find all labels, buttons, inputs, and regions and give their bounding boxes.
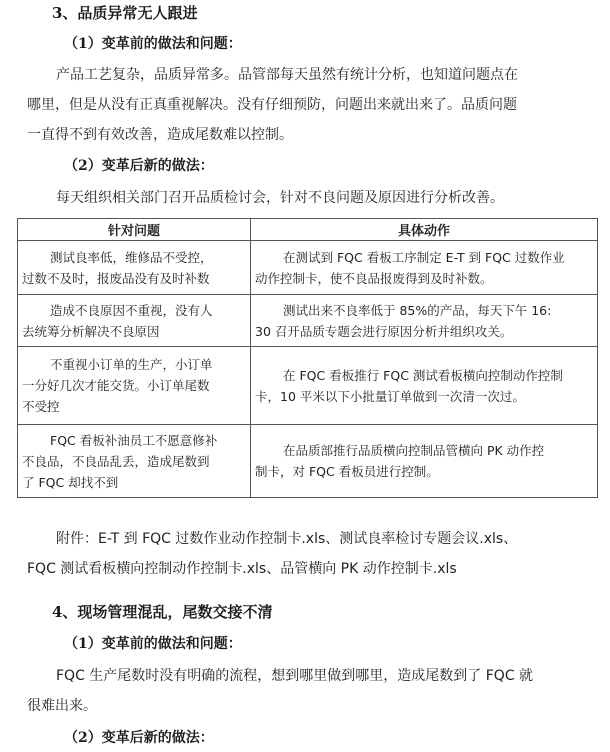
action-cell [251, 347, 598, 425]
attachments-line-1: 附件：E-T 到 FQC 过数作业动作控制卡.xls、测试良率检讨专题会议.xls、 [56, 531, 518, 547]
action-line: 动作控制卡，使不良品报废得到及时补数。 [255, 270, 493, 286]
section4-before-line-1: FQC 生产尾数时没有明确的流程，想到哪里做到哪里，造成尾数到了 FQC 就 [56, 668, 534, 684]
problem-line: 造成不良原因不重视，没有人 [50, 302, 213, 318]
table-row [18, 347, 598, 425]
action-cell [251, 241, 598, 295]
problem-line: 不良品，不良品乱丢，造成尾数到 [22, 453, 210, 469]
action-cell [251, 425, 598, 498]
problem-line: FQC 看板补油员工不愿意修补 [50, 432, 218, 448]
measures-table [17, 218, 598, 498]
section3-before-line-2: 哪里，但是从没有正真重视解决。没有仔细预防，问题出来就出来了。品质问题 [27, 97, 517, 113]
action-line: 30 召开品质专题会进行原因分析并组织攻关。 [255, 323, 513, 339]
problem-line: 不重视小订单的生产，小订单 [50, 357, 213, 372]
action-line: 在测试到 FQC 看板工序制定 E-T 到 FQC 过数作业 [283, 249, 565, 265]
problem-cell [18, 425, 251, 498]
section3-before-line-1: 产品工艺复杂，品质异常多。品管部每天虽然有统计分析，也知道问题点在 [56, 67, 518, 83]
table-row [18, 295, 598, 347]
action-line: 制卡，对 FQC 看板员进行控制。 [255, 464, 439, 479]
problem-line: 过数不及时，报废品没有及时补数 [22, 270, 210, 286]
section3-after-text: 每天组织相关部门召开品质检讨会，针对不良问题及原因进行分析改善。 [56, 190, 504, 206]
section3-heading: 3、品质异常无人跟进 [52, 4, 198, 22]
header-problem: 针对问题 [18, 219, 251, 241]
problem-line: 一分好几次才能交货。小订单尾数 [22, 378, 210, 393]
action-cell [251, 295, 598, 347]
action-line: 卡，10 平米以下小批量订单做到一次清一次过。 [255, 388, 525, 404]
problem-line: 去统筹分析解决不良原因 [22, 323, 160, 339]
problem-line: 不受控 [22, 399, 60, 414]
problem-line: 测试良率低，维修品不受控， [50, 249, 213, 265]
action-line: 在品质部推行品质横向控制品管横向 PK 动作控 [283, 443, 545, 458]
header-action: 具体动作 [251, 219, 598, 241]
section4-after-heading: （2）变革后新的做法： [64, 730, 214, 746]
section3-after-heading: （2）变革后新的做法： [64, 158, 214, 174]
table-header-row [18, 219, 598, 241]
section3-before-heading: （1）变革前的做法和问题： [64, 36, 242, 52]
action-line: 在 FQC 看板推行 FQC 测试看板横向控制动作控制 [283, 367, 563, 383]
attachments-line-2: FQC 测试看板横向控制动作控制卡.xls、品管横向 PK 动作控制卡.xls [27, 561, 457, 577]
problem-line: 了 FQC 却找不到 [22, 474, 119, 490]
section4-before-line-2: 很难出来。 [27, 698, 97, 714]
action-line: 测试出来不良率低于 85%的产品，每天下午 16: [283, 302, 552, 318]
problem-cell [18, 241, 251, 295]
section3-before-line-3: 一直得不到有效改善，造成尾数难以控制。 [27, 127, 293, 143]
table-row [18, 425, 598, 498]
section4-heading: 4、现场管理混乱，尾数交接不清 [52, 603, 273, 621]
problem-cell [18, 295, 251, 347]
section4-before-heading: （1）变革前的做法和问题： [64, 636, 242, 652]
problem-cell [18, 347, 251, 425]
table-row [18, 241, 598, 295]
